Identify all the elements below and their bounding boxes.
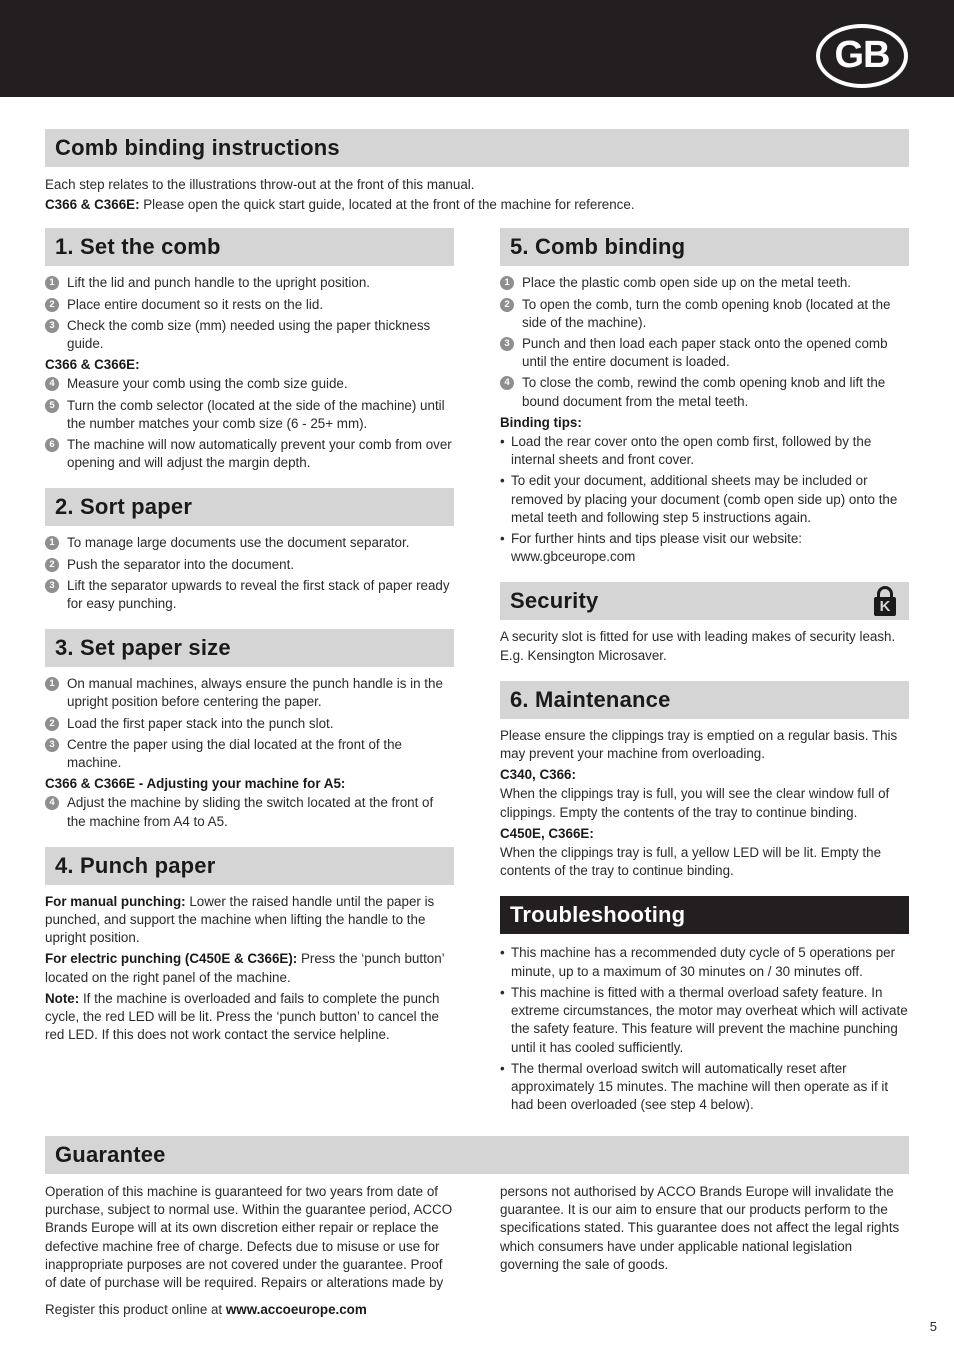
step-text: Centre the paper using the dial located at the front of the machine. <box>67 736 402 771</box>
main-title-bar <box>45 129 909 167</box>
step-item <box>45 375 454 393</box>
left-column <box>45 228 454 1130</box>
step-number-icon: 3 <box>45 738 59 752</box>
paragraph-text: Lower the raised handle until the paper is punched, and support the machine when lifting the handle to the upright position. <box>45 893 435 946</box>
step-item <box>45 436 454 472</box>
step-number-icon: 3 <box>500 337 514 351</box>
step-number-icon: 2 <box>500 298 514 312</box>
kensington-lock-icon: K <box>873 586 897 616</box>
step-number-icon: 6 <box>45 438 59 452</box>
subheading: Binding tips: <box>500 414 582 430</box>
register-link[interactable]: www.accoeurope.com <box>225 1302 367 1317</box>
bold-label: For manual punching: <box>45 893 186 909</box>
step-number-icon: 2 <box>45 717 59 731</box>
paragraph: persons not authorised by ACCO Brands Europe will invalidate the guarantee. It is our aim to ensure that our products perform to the specifications stated. This guarantee does not affect the legal rights which consumers have under applicable national legislation governing the sale of goods. <box>500 1184 900 1272</box>
step-number-icon: 1 <box>45 276 59 290</box>
paragraph-text: If the machine is overloaded and fails to complete the punch cycle, the red LED will be lit. Press the ‘punch button’ to cancel the red LED. If this does not work contact the service helpline. <box>45 990 440 1043</box>
section-comb-binding <box>500 228 909 566</box>
step-item <box>500 274 909 292</box>
paragraph: Please ensure the clippings tray is emptied on a regular basis. This may prevent your machine from overloading. <box>500 727 898 762</box>
list-item: • To edit your document, additional sheets may be included or removed by placing your document (comb open side up) onto the metal teeth and following step 5 instructions again. <box>500 472 909 527</box>
intro-line-2-text: Please open the quick start guide, located at the front of the machine for reference. <box>139 197 635 213</box>
step-number-icon: 1 <box>500 276 514 290</box>
section-set-paper-size <box>45 629 454 831</box>
step-list <box>45 274 454 353</box>
section-title: 4. Punch paper <box>55 852 216 878</box>
step-text: Load the first paper stack into the punch slot. <box>67 715 334 731</box>
step-item <box>45 675 454 711</box>
tips-list <box>500 433 909 566</box>
section-maintenance <box>500 681 909 881</box>
section-title: 3. Set paper size <box>55 635 231 661</box>
step-text: Punch and then load each paper stack onto the opened comb until the entire document is loaded. <box>522 336 888 370</box>
section-guarantee <box>45 1136 909 1292</box>
step-number-icon: 5 <box>45 399 59 413</box>
intro-line-2 <box>45 196 909 214</box>
guarantee-right <box>500 1183 909 1292</box>
step-item <box>45 715 454 733</box>
section-title: Guarantee <box>55 1142 166 1167</box>
guarantee-left <box>45 1183 454 1292</box>
subheading: C340, C366: <box>500 767 576 783</box>
section-header <box>45 1136 909 1174</box>
step-item <box>45 534 454 552</box>
step-item <box>45 397 454 433</box>
section-header <box>500 896 909 934</box>
paragraph: Operation of this machine is guaranteed for two years from date of purchase, subject to normal use. Within the guarantee period, ACCO Brands Europe will at its own discretion either repair or replace the defective machine free of charge. Defects due to misuse or use for inappropriate purposes are not covered under the guarantee. Proof of date of purchase will be required. Repairs or alterations made by <box>45 1184 453 1291</box>
step-item <box>45 794 454 830</box>
section-title: 6. Maintenance <box>510 686 671 712</box>
register-text: Register this product online at <box>45 1302 226 1317</box>
list-item: • This machine is fitted with a thermal overload safety feature. In extreme circumstances, the motor may overheat which will activate the safety feature. This feature will prevent the machine punching until it has cooled sufficiently. <box>500 984 909 1057</box>
step-number-icon: 4 <box>45 377 59 391</box>
section-punch-paper <box>45 847 454 1045</box>
section-title: 1. Set the comb <box>55 234 221 260</box>
step-number-icon: 4 <box>45 796 59 810</box>
step-number-icon: 4 <box>500 376 514 390</box>
section-title: 2. Sort paper <box>55 494 193 520</box>
section-header <box>45 488 454 526</box>
bold-label: Note: <box>45 990 80 1006</box>
bold-label: For electric punching (C450E & C366E): <box>45 951 298 967</box>
step-number-icon: 3 <box>45 319 59 333</box>
troubleshooting-list <box>500 944 909 1114</box>
step-text: To manage large documents use the document separator. <box>67 535 410 551</box>
list-item: • For further hints and tips please visit our website: www.gbceurope.com <box>500 530 909 566</box>
section-header <box>500 582 909 620</box>
intro-model-label: C366 & C366E: <box>45 197 140 213</box>
step-text: Adjust the machine by sliding the switch located at the front of the machine from A4 to A5. <box>67 795 434 829</box>
paragraph <box>45 990 454 1045</box>
section-set-comb <box>45 228 454 472</box>
paragraph: A security slot is fitted for use with leading makes of security leash. E.g. Kensington Microsaver. <box>500 629 896 663</box>
step-text: Place entire document so it rests on the lid. <box>67 296 324 312</box>
step-item <box>45 556 454 574</box>
list-item: • Load the rear cover onto the open comb first, followed by the internal sheets and front cover. <box>500 433 909 469</box>
register-line <box>45 1301 367 1319</box>
subheading: C366 & C366E: <box>45 357 140 373</box>
step-item <box>500 374 909 410</box>
list-item: • This machine has a recommended duty cycle of 5 operations per minute, up to a maximum of 30 minutes on / 30 minutes off. <box>500 944 909 980</box>
step-item <box>45 274 454 292</box>
right-column <box>500 228 909 1130</box>
section-header <box>45 629 454 667</box>
step-list <box>45 675 454 772</box>
section-header <box>500 681 909 719</box>
step-item <box>500 296 909 332</box>
step-text: Push the separator into the document. <box>67 556 295 572</box>
intro <box>45 176 909 214</box>
step-text: On manual machines, always ensure the punch handle is in the upright position before centering the paper. <box>67 676 443 710</box>
page-title: Comb binding instructions <box>55 135 340 160</box>
step-item <box>45 577 454 613</box>
section-sort-paper <box>45 488 454 613</box>
paragraph-text: Press the ‘punch button’ located on the right panel of the machine. <box>45 951 445 985</box>
top-banner <box>0 0 954 97</box>
step-text: To open the comb, turn the comb opening knob (located at the side of the machine). <box>522 296 891 330</box>
step-number-icon: 1 <box>45 536 59 550</box>
section-header <box>45 228 454 266</box>
step-number-icon: 1 <box>45 677 59 691</box>
list-item: • The thermal overload switch will automatically reset after approximately 15 minutes. The machine will then operate as if it had been overloaded (see step 4 below). <box>500 1060 909 1115</box>
step-text: Place the plastic comb open side up on the metal teeth. <box>522 275 852 291</box>
subheading: C366 & C366E - Adjusting your machine for A5: <box>45 776 346 792</box>
section-troubleshooting <box>500 896 909 1114</box>
step-list <box>45 534 454 613</box>
section-security <box>500 582 909 664</box>
step-item <box>45 317 454 353</box>
section-title: 5. Comb binding <box>510 234 686 260</box>
page-number: 5 <box>929 1319 937 1334</box>
step-list <box>45 375 454 472</box>
section-header <box>45 847 454 885</box>
section-title: Troubleshooting <box>510 902 686 928</box>
step-number-icon: 2 <box>45 558 59 572</box>
subheading: C450E, C366E: <box>500 825 594 841</box>
step-item <box>45 736 454 772</box>
paragraph: When the clippings tray is full, you will see the clear window full of clippings. Empty the contents of the tray to continue binding. <box>500 786 890 820</box>
two-column-content <box>45 228 909 1130</box>
paragraph <box>45 893 454 948</box>
step-text: The machine will now automatically prevent your comb from over opening and will adjust the margin depth. <box>67 437 452 471</box>
section-title: Security <box>510 588 599 614</box>
step-text: Lift the lid and punch handle to the upright position. <box>67 275 370 291</box>
step-text: Turn the comb selector (located at the side of the machine) until the number matches your comb size (6 - 25+ mm). <box>67 397 445 431</box>
step-text: Measure your comb using the comb size guide. <box>67 376 348 392</box>
paragraph: When the clippings tray is full, a yellow LED will be lit. Empty the contents of the tray to continue binding. <box>500 845 882 879</box>
instructions-page <box>45 129 909 1130</box>
step-list <box>500 274 909 410</box>
gb-country-logo: GB <box>816 24 908 88</box>
step-text: To close the comb, rewind the comb opening knob and lift the bound document from the metal teeth. <box>522 375 886 409</box>
step-item <box>500 335 909 371</box>
step-text: Check the comb size (mm) needed using the paper thickness guide. <box>67 317 431 352</box>
step-number-icon: 2 <box>45 298 59 312</box>
section-header <box>500 228 909 266</box>
paragraph <box>45 950 454 986</box>
step-number-icon: 3 <box>45 579 59 593</box>
intro-line-1: Each step relates to the illustrations throw-out at the front of this manual. <box>45 177 475 192</box>
step-list <box>45 794 454 830</box>
step-text: Lift the separator upwards to reveal the first stack of paper ready for easy punching. <box>67 577 450 612</box>
step-item <box>45 296 454 314</box>
